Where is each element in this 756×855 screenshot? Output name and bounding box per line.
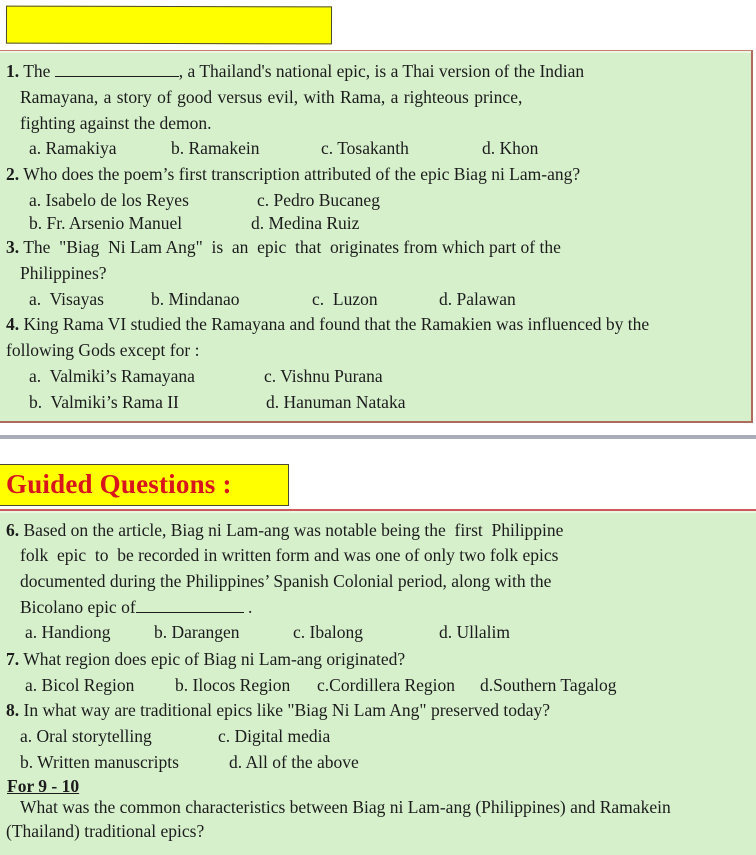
question-6-line3: documented during the Philippines’ Spanish Colonial period, along with the [20, 571, 552, 591]
question-text: In what way are traditional epics like "Biag Ni Lam Ang" preserved today? [23, 700, 550, 720]
option-b: b. Valmiki’s Rama II [29, 392, 179, 412]
question-number: 7. [6, 649, 20, 669]
question-4-line2: following Gods except for : [6, 340, 200, 360]
question-3 [6, 237, 561, 257]
option-a: a. Oral storytelling [20, 726, 152, 746]
answer-blank [55, 62, 179, 77]
answer-blank [136, 598, 244, 613]
question-2 [6, 164, 580, 184]
guided-questions-banner [0, 464, 289, 506]
question-text: Based on the article, Biag ni Lam-ang was notable being the first Philippine [23, 520, 564, 540]
section-separator [0, 435, 756, 439]
option-a: a. Ramakiya [29, 138, 117, 158]
top-highlight-banner [6, 6, 332, 45]
option-d: d. Khon [482, 138, 539, 158]
question-7 [6, 649, 405, 669]
question-9-10-line2: (Thailand) traditional epics? [6, 821, 205, 841]
option-b: b. Ilocos Region [175, 675, 291, 695]
question-text: King Rama VI studied the Ramayana and found that the Ramakien was influenced by the [23, 314, 650, 334]
option-d: d. Hanuman Nataka [266, 392, 406, 412]
question-6-line4 [20, 597, 252, 617]
question-1-line2: Ramayana, a story of good versus evil, with Rama, a righteous prince, [20, 87, 523, 107]
option-c: c. Pedro Bucaneg [257, 190, 380, 210]
option-d: d.Southern Tagalog [480, 675, 617, 695]
option-c: c. Ibalong [293, 622, 363, 642]
option-c: c. Vishnu Purana [264, 366, 383, 386]
option-d: d. Medina Ruiz [251, 213, 360, 233]
question-4 [6, 314, 649, 334]
guided-questions-title: Guided Questions : [6, 469, 232, 499]
question-1-line3: fighting against the demon. [20, 113, 212, 133]
question-text: . [243, 597, 253, 617]
question-number: 3. [6, 237, 20, 257]
question-text: The [23, 61, 51, 81]
question-6 [6, 520, 563, 540]
question-number: 1. [6, 61, 20, 81]
question-text: Bicolano epic of [20, 597, 136, 617]
question-number: 8. [6, 700, 20, 720]
question-text: , a Thailand's national epic, is a Thai version of the Indian [178, 61, 585, 81]
option-c: c. Luzon [312, 289, 378, 309]
option-d: d. Ullalim [439, 622, 510, 642]
option-a: a. Bicol Region [25, 675, 135, 695]
option-c: c.Cordillera Region [317, 675, 456, 695]
option-a: a. Isabelo de los Reyes [29, 190, 189, 210]
option-a: a. Visayas [29, 289, 104, 309]
option-b: b. Mindanao [151, 289, 240, 309]
question-8 [6, 700, 550, 720]
option-b: b. Fr. Arsenio Manuel [29, 213, 183, 233]
question-1 [6, 61, 584, 81]
option-b: b. Ramakein [171, 138, 260, 158]
option-b: b. Written manuscripts [20, 752, 179, 772]
question-3-line2: Philippines? [20, 263, 107, 283]
question-text: The "Biag Ni Lam Ang" is an epic that originates from which part of the [23, 237, 561, 257]
option-d: d. Palawan [439, 289, 516, 309]
option-a: a. Valmiki’s Ramayana [29, 366, 195, 386]
option-b: b. Darangen [154, 622, 240, 642]
option-d: d. All of the above [229, 752, 359, 772]
question-number: 2. [6, 164, 20, 184]
question-number: 4. [6, 314, 20, 334]
question-text: What region does epic of Biag ni Lam-ang originated? [23, 649, 406, 669]
option-c: c. Digital media [218, 726, 331, 746]
question-9-10-line1: What was the common characteristics between Biag ni Lam-ang (Philippines) and Ramakein [20, 797, 671, 817]
question-number: 6. [6, 520, 20, 540]
for-9-10-label: For 9 - 10 [7, 776, 80, 796]
option-a: a. Handiong [25, 622, 111, 642]
option-c: c. Tosakanth [321, 138, 409, 158]
question-6-line2: folk epic to be recorded in written form and was one of only two folk epics [20, 545, 559, 565]
question-text: Who does the poem’s first transcription attributed of the epic Biag ni Lam-ang? [23, 164, 581, 184]
